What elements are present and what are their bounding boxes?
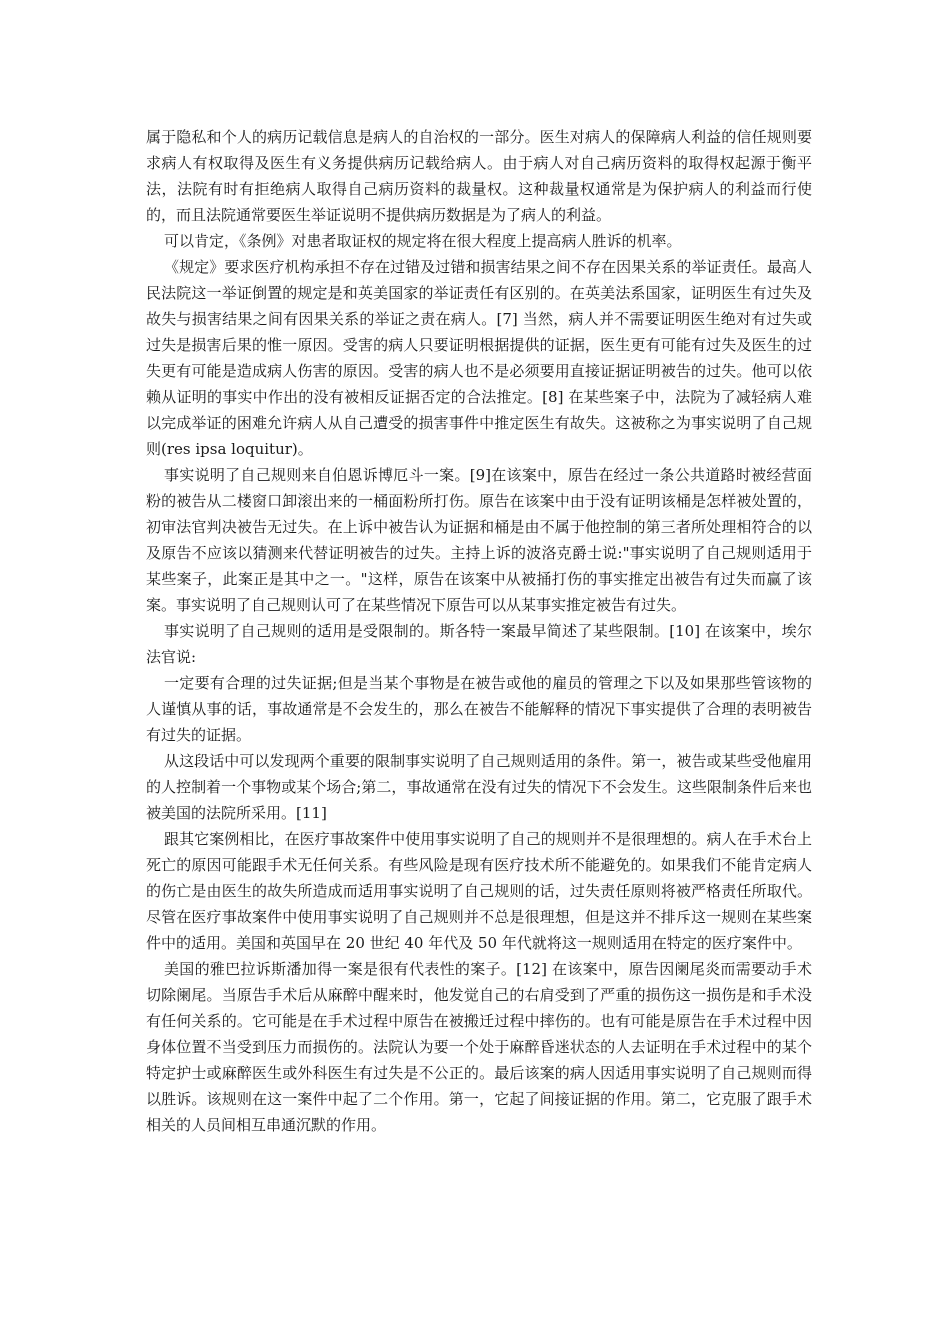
paragraph-medical-application: 跟其它案例相比，在医疗事故案件中使用事实说明了自己的规则并不是很理想的。病人在手术台上死亡的原因可能跟手术无任何关系。有些风险是现有医疗技术所不能避免的。如果我们不能肯定病人的伤亡是由医生的故失所造成而适用事实说明了自己规则的话，过失责任原则将被严格责任所取代。尽管在医疗事故案件中使用事实说明了自己规则并不总是很理想，但是这并不排斥这一规则在某些案件中的适用。美国和英国早在 20 世纪 40 年代及 50 年代就将这一规则适用在特定的医疗案件中。 (146, 830, 812, 952)
document-page (146, 124, 812, 1138)
paragraph-judge-quote: 一定要有合理的过失证据;但是当某个事物是在被告或他的雇员的管理之下以及如果那些管该物的人谨慎从事的话，事故通常是不会发生的，那么在被告不能解释的情况下事实提供了合理的表明被告有过失的证据。 (146, 674, 812, 744)
paragraph-scott-case-limits: 事实说明了自己规则的适用是受限制的。斯各特一案最早简述了某些限制。[10] 在该案中，埃尔法官说: (146, 622, 812, 666)
paragraph-patient-records-autonomy: 属于隐私和个人的病历记载信息是病人的自治权的一部分。医生对病人的保障病人利益的信任规则要求病人有权取得及医生有义务提供病历记载给病人。由于病人对自己病历资料的取得权起源于衡平法，法院有时有拒绝病人取得自己病历资料的裁量权。这种裁量权通常是为保护病人的利益而行使的，而且法院通常要医生举证说明不提供病历数据是为了病人的利益。 (146, 128, 812, 224)
paragraph-burden-of-proof: 《规定》要求医疗机构承担不存在过错及过错和损害结果之间不存在因果关系的举证责任。最高人民法院这一举证倒置的规定是和英美国家的举证责任有区别的。在英美法系国家，证明医生有过失及故失与损害结果之间有因果关系的举证之责在病人。[7] 当然，病人并不需要证明医生绝对有过失或过失是损害后果的惟一原因。受害的病人只要证明根据提供的证据，医生更有可能有过失及医生的过失更有可能是造成病人伤害的原因。受害的病人也不是必须要用直接证据证明被告的过失。他可以依赖从证明的事实中作出的没有被相反证据否定的合法推定。[8] 在某些案子中，法院为了减轻病人难以完成举证的困难允许病人从自己遭受的损害事件中推定医生有故失。这被称之为事实说明了自己规则(res ipsa loquitur)。 (146, 258, 812, 458)
paragraph-regulation-evidence-right: 可以肯定，《条例》对患者取证权的规定将在很大程度上提高病人胜诉的机率。 (164, 232, 682, 250)
paragraph-ybarra-v-spangard: 美国的雅巴拉诉斯潘加得一案是很有代表性的案子。[12] 在该案中，原告因阑尾炎而需要动手术切除阑尾。当原告手术后从麻醉中醒来时，他发觉自己的右肩受到了严重的损伤这一损伤是和手术没有任何关系的。它可能是在手术过程中原告在被搬迁过程中摔伤的。也有可能是原告在手术过程中因身体位置不当受到压力而损伤的。法院认为要一个处于麻醉昏迷状态的人去证明在手术过程中的某个特定护士或麻醉医生或外科医生有过失是不公正的。最后该案的病人因适用事实说明了自己规则而得以胜诉。该规则在这一案件中起了二个作用。第一，它起了间接证据的作用。第二，它克服了跟手术相关的人员间相互串通沉默的作用。 (146, 960, 812, 1134)
paragraph-byrne-v-boadle: 事实说明了自己规则来自伯恩诉博厄斗一案。[9]在该案中，原告在经过一条公共道路时被经营面粉的被告从二楼窗口卸滚出来的一桶面粉所打伤。原告在该案中由于没有证明该桶是怎样被处置的，初审法官判决被告无过失。在上诉中被告认为证据和桶是由不属于他控制的第三者所处理相符合的以及原告不应该以猜测来代替证明被告的过失。主持上诉的波洛克爵士说:"事实说明了自己规则适用于某些案子，此案正是其中之一。"这样，原告在该案中从被捅打伤的事实推定出被告有过失而赢了该案。事实说明了自己规则认可了在某些情况下原告可以从某事实推定被告有过失。 (146, 466, 812, 614)
paragraph-two-conditions: 从这段话中可以发现两个重要的限制事实说明了自己规则适用的条件。第一，被告或某些受他雇用的人控制着一个事物或某个场合;第二，事故通常在没有过失的情况下不会发生。这些限制条件后来也被美国的法院所采用。[11] (146, 752, 812, 822)
